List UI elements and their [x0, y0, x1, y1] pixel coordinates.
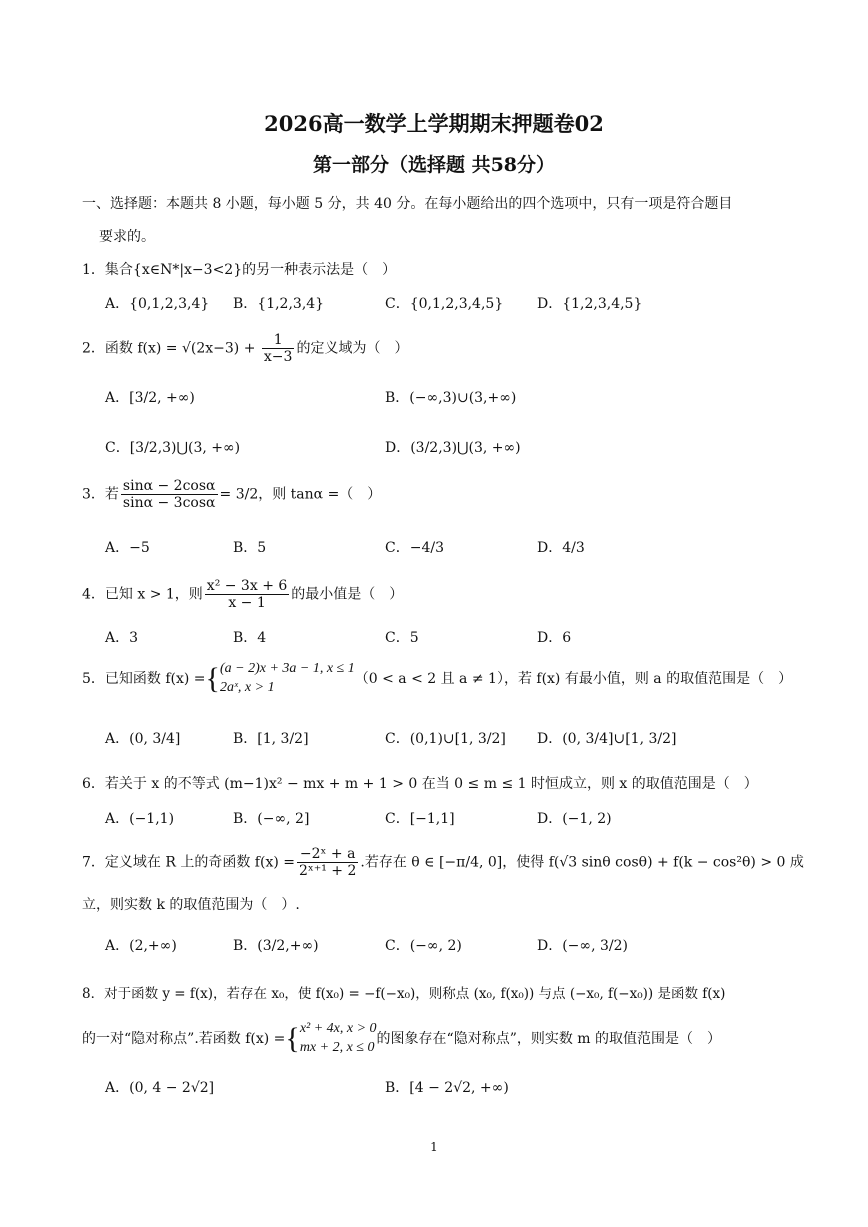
question-3-option-a: A．−5	[105, 540, 150, 556]
question-4-fraction	[205, 578, 289, 611]
question-4-option-b: B．4	[233, 630, 267, 646]
instructions-line-2: 要求的。	[99, 229, 155, 245]
question-8-stem-line-2	[82, 1020, 721, 1058]
question-4-option-c: C．5	[385, 630, 419, 646]
question-7-option-a: A．(2,+∞)	[105, 938, 177, 954]
question-1-option-a: A．{0,1,2,3,4}	[105, 296, 210, 312]
question-3-stem	[82, 478, 381, 511]
instructions-line-1: 一、选择题：本题共 8 小题，每小题 5 分，共 40 分。在每小题给出的四个选项中，只有一项是符合题目	[82, 196, 733, 212]
question-2-option-c: C．[3/2,3)⋃(3, +∞)	[105, 440, 241, 456]
case-line-1: (a − 2)x + 3a − 1, x ≤ 1	[219, 661, 355, 676]
question-6-option-a: A．(−1,1)	[105, 811, 175, 827]
left-brace: {	[285, 1021, 300, 1055]
question-5-stem-pre: 5．已知函数 f(x) =	[82, 670, 206, 687]
question-5-option-b: B．[1, 3/2]	[233, 731, 309, 747]
question-2-option-b: B．(−∞,3)∪(3,+∞)	[385, 390, 517, 406]
question-4-option-a: A．3	[105, 630, 139, 646]
question-1-stem: 1．集合{x∈N*|x−3<2}的另一种表示法是（ ）	[82, 262, 397, 278]
question-5-stem-post: （0 < a < 2 且 a ≠ 1），若 f(x) 有最小值，则 a 的取值范围是（ ）	[354, 670, 793, 687]
question-7-option-b: B．(3/2,+∞)	[233, 938, 319, 954]
question-8-stem-line-1: 8．对于函数 y = f(x)，若存在 x₀，使 f(x₀) = −f(−x₀)，则称点 (x₀, f(x₀)) 与点 (−x₀, f(−x₀)) 是函数 f(x)	[82, 986, 726, 1002]
part-heading: 第一部分（选择题 共58分）	[312, 154, 556, 176]
case-line-2: 2aˣ, x > 1	[219, 679, 275, 695]
question-6-stem: 6．若关于 x 的不等式 (m−1)x² − mx + m + 1 > 0 在当 0 ≤ m ≤ 1 时恒成立，则 x 的取值范围是（ ）	[82, 776, 758, 792]
fraction-numerator: 1	[262, 332, 295, 349]
question-3-stem-pre: 3．若	[82, 486, 119, 503]
question-1-option-d: D．{1,2,3,4,5}	[537, 296, 643, 312]
left-brace: {	[205, 661, 220, 695]
question-3-option-b: B．5	[233, 540, 267, 556]
fraction-denominator: x − 1	[228, 595, 266, 612]
fraction-denominator: 2ˣ⁺¹ + 2	[298, 863, 357, 880]
question-7-stem-pre: 7．定义域在 R 上的奇函数 f(x) =	[82, 854, 295, 871]
question-1-option-b: B．{1,2,3,4}	[233, 296, 325, 312]
question-2-fraction	[262, 332, 295, 365]
question-2-option-a: A．[3/2, +∞)	[105, 390, 195, 406]
question-8-stem-pre: 的一对“隐对称点”.若函数 f(x) =	[82, 1030, 286, 1047]
question-3-option-c: C．−4/3	[385, 540, 444, 556]
question-5-option-a: A．(0, 3/4]	[105, 731, 181, 747]
fraction-numerator: x² − 3x + 6	[206, 578, 288, 594]
question-6-option-d: D．(−1, 2)	[537, 811, 612, 827]
question-7-stem-line-2: 立，则实数 k 的取值范围为（ ）.	[82, 897, 300, 913]
fraction-denominator: sinα − 3cosα	[122, 495, 216, 512]
question-5-cases	[220, 660, 355, 698]
question-3-fraction	[121, 478, 218, 511]
question-7-fraction	[297, 846, 358, 879]
question-8-cases	[300, 1020, 377, 1058]
question-2-option-d: D．(3/2,3)⋃(3, +∞)	[385, 440, 521, 456]
case-line-2: mx + 2, x ≤ 0	[299, 1039, 375, 1055]
question-8-option-a: A．(0, 4 − 2√2]	[105, 1080, 215, 1096]
question-4-stem	[82, 578, 403, 611]
page-number: 1	[430, 1140, 438, 1154]
question-2-stem-pre: 2．函数 f(x) = √(2x−3) +	[82, 340, 260, 357]
question-4-option-d: D．6	[537, 630, 572, 646]
question-8-option-b: B．[4 − 2√2, +∞)	[385, 1080, 509, 1096]
question-5-option-d: D．(0, 3/4]∪[1, 3/2]	[537, 731, 677, 747]
question-3-stem-mid: = 3/2	[219, 486, 259, 503]
question-8-stem-post: 的图象存在“隐对称点”，则实数 m 的取值范围是（ ）	[376, 1030, 722, 1047]
question-3-option-d: D．4/3	[537, 540, 585, 556]
question-7-stem	[82, 846, 804, 879]
case-line-1: x² + 4x, x > 0	[299, 1021, 377, 1036]
fraction-numerator: sinα − 2cosα	[122, 478, 216, 494]
question-6-option-b: B．(−∞, 2]	[233, 811, 310, 827]
fraction-numerator: −2ˣ + a	[297, 846, 358, 863]
question-5-stem	[82, 660, 792, 698]
document-title: 2026高一数学上学期期末押题卷02	[264, 111, 604, 136]
question-7-stem-post: .若存在 θ ∈ [−π/4, 0]，使得 f(√3 sinθ cosθ) + f(k − cos²θ) > 0 成	[360, 854, 804, 871]
question-4-stem-post: 的最小值是（ ）	[291, 586, 404, 603]
question-2-stem-post: 的定义域为（ ）	[296, 340, 409, 357]
question-6-option-c: C．[−1,1]	[385, 811, 455, 827]
question-1-option-c: C．{0,1,2,3,4,5}	[385, 296, 504, 312]
question-5-option-c: C．(0,1)∪[1, 3/2]	[385, 731, 506, 747]
fraction-denominator: x−3	[263, 349, 293, 366]
question-4-stem-pre: 4．已知 x > 1，则	[82, 586, 203, 603]
question-2-stem	[82, 332, 408, 365]
question-3-stem-post: ，则 tanα =（ ）	[258, 486, 382, 503]
question-7-option-d: D．(−∞, 3/2)	[537, 938, 628, 954]
question-7-option-c: C．(−∞, 2)	[385, 938, 462, 954]
